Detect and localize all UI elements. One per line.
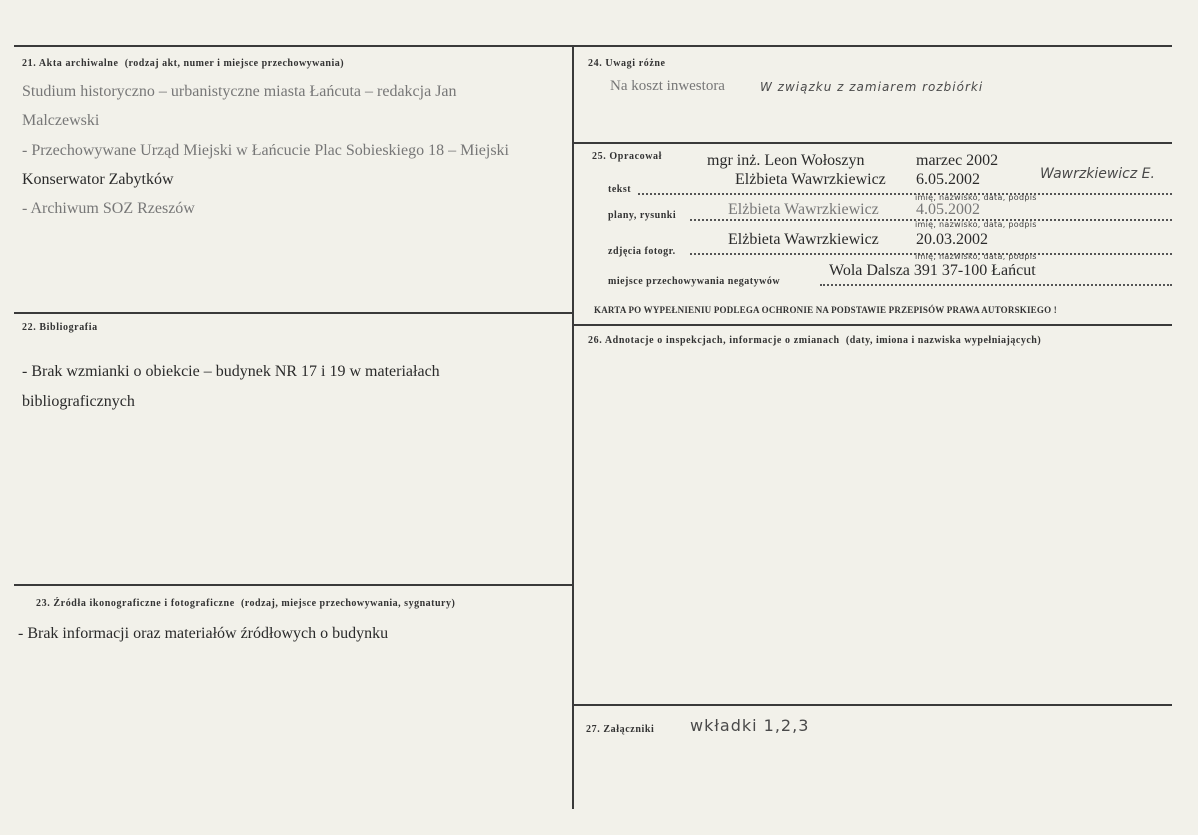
section-21-line-3: - Przechowywane Urząd Miejski w Łańcucie Plac Sobieskiego 18 – Miejski [22,142,509,159]
section-21-line-2: Malczewski [22,112,100,129]
section-21-subtitle: (rodzaj akt, numer i miejsce przechowywania) [124,58,345,69]
section-25-label: 25. Opracował [592,151,663,162]
row-text-label: tekst [608,184,632,195]
rule-24-25 [573,142,1172,144]
section-26-subtitle: (daty, imiona i nazwiska wypełniających) [845,335,1042,346]
row-negatives-label: miejsce przechowywania negatywów [608,276,781,287]
section-25-author: mgr inż. Leon Wołoszyn [707,152,865,169]
section-21-line-5: - Archiwum SOZ Rzeszów [22,200,195,217]
section-21-title: 21. Akta archiwalne [22,58,119,69]
section-26-title: 26. Adnotacje o inspekcjach, informacje o zmianach [588,335,840,346]
section-21-line-1: Studium historyczno – urbanistyczne miasta Łańcuta – redakcja Jan [22,83,457,100]
row-text-signature: Wawrzkiewicz E. [1040,166,1155,182]
row-plans-label: plany, rysunki [608,210,677,221]
section-24-typed-remark: Na koszt inwestora [610,78,725,94]
top-rule [14,45,1172,47]
rule-25-26 [573,324,1172,326]
rule-26-27 [573,704,1172,706]
section-24-label: 24. Uwagi różne [588,58,666,69]
row-photos-date: 20.03.2002 [916,231,988,248]
section-26-label [588,335,1041,346]
section-22-line-2: bibliograficznych [22,393,135,410]
row-plans-name: Elżbieta Wawrzkiewicz [728,201,879,218]
row-negatives-value: Wola Dalsza 391 37-100 Łańcut [829,262,1036,279]
section-23-title: 23. Źródła ikonograficzne i fotograficzne [36,598,235,609]
section-24-handwritten-remark: W związku z zamiarem rozbiórki [760,80,984,94]
row-photos-caption: imię, nazwisko, data, podpis [915,252,1037,261]
row-text-dotted-line [638,193,1172,195]
section-22-line-1: - Brak wzmianki o obiekcie – budynek NR 17 i 19 w materiałach [22,363,440,380]
section-23-label [36,598,455,609]
section-21-line-4: Konserwator Zabytków [22,171,174,188]
section-23-line-1: - Brak informacji oraz materiałów źródłowych o budynku [18,625,389,642]
row-photos-name: Elżbieta Wawrzkiewicz [728,231,879,248]
section-27-label: 27. Załączniki [586,724,655,735]
row-text-name: Elżbieta Wawrzkiewicz [735,171,886,188]
row-negatives-dotted-line [820,284,1172,286]
rule-22-23 [14,584,573,586]
section-22-label: 22. Bibliografia [22,322,98,333]
center-divider [572,45,574,809]
row-plans-date: 4.05.2002 [916,201,980,218]
section-21-label [22,58,344,69]
section-27-handwritten-attachments: wkładki 1,2,3 [690,716,810,735]
section-23-subtitle: (rodzaj, miejsce przechowywania, sygnatury) [240,598,456,609]
rule-21-22 [14,312,573,314]
section-25-author-date: marzec 2002 [916,152,999,169]
row-plans-caption: imię, nazwisko, data, podpis [915,220,1037,229]
row-photos-label: zdjęcia fotogr. [608,246,676,257]
copyright-notice: KARTA PO WYPEŁNIENIU PODLEGA OCHRONIE NA PODSTAWIE PRZEPISÓW PRAWA AUTORSKIEGO ! [594,305,1057,315]
row-text-caption: imię, nazwisko, data, podpis [915,193,1037,202]
row-text-date: 6.05.2002 [916,171,980,188]
